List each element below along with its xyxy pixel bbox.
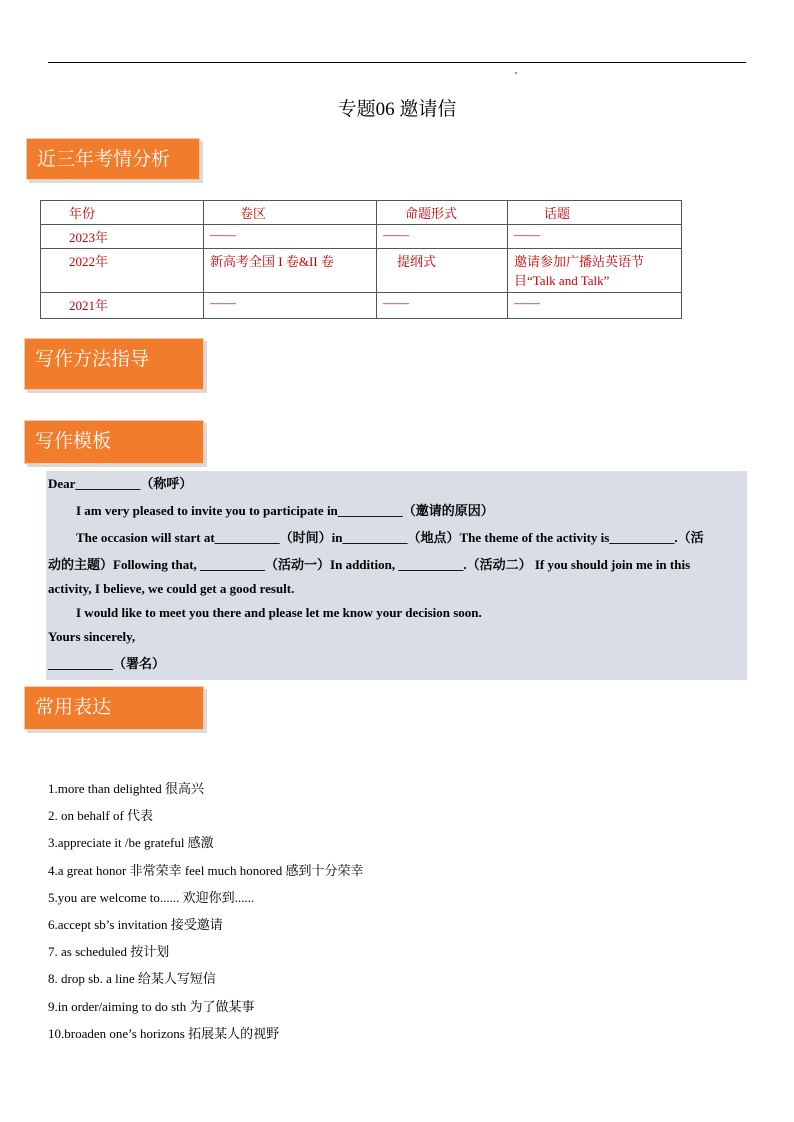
template-line: I am very pleased to invite you to participate in__________（邀请的原因） [76, 503, 494, 518]
table-cell: 2021年 [41, 293, 204, 319]
table-cell: —— [508, 293, 682, 319]
template-line: The occasion will start at__________（时间）in__________（地点）The theme of the activity is__________.（活 [76, 530, 704, 545]
template-line: Dear__________（称呼） [48, 476, 193, 491]
table-cell: —— [508, 225, 682, 249]
table-header-row [41, 201, 682, 225]
expression-item: 9.in order/aiming to do sth 为了做某事 [48, 999, 255, 1014]
header-cell: 话题 [508, 201, 682, 225]
table-cell: —— [377, 293, 508, 319]
table-cell: 2022年 [41, 249, 204, 293]
banner-expressions: 常用表达 [24, 686, 204, 730]
header-cell: 年份 [41, 201, 204, 225]
header-cell: 卷区 [204, 201, 377, 225]
header-dot [515, 72, 517, 74]
exam-analysis-table [40, 200, 682, 319]
table-cell: —— [204, 225, 377, 249]
header-cell: 命题形式 [377, 201, 508, 225]
template-line: I would like to meet you there and please let me know your decision soon. [76, 605, 482, 620]
table-row [41, 249, 682, 293]
writing-template-box [46, 471, 747, 680]
expression-item: 5.you are welcome to...... 欢迎你到...... [48, 890, 255, 905]
table-row [41, 225, 682, 249]
table-row [41, 293, 682, 319]
template-line: __________（署名） [48, 656, 166, 671]
template-line: 动的主题）Following that, __________（活动一）In addition, __________.（活动二） If you should join me in this [48, 557, 691, 572]
table-cell: —— [377, 225, 508, 249]
expression-item: 7. as scheduled 按计划 [48, 944, 170, 959]
page-title: 专题06 邀请信 [337, 99, 457, 120]
table-cell: 邀请参加广播站英语节目“Talk and Talk” [508, 249, 682, 293]
template-line: Yours sincerely, [48, 629, 136, 644]
table-cell: 2023年 [41, 225, 204, 249]
expression-item: 3.appreciate it /be grateful 感激 [48, 835, 214, 850]
expression-item: 1.more than delighted 很高兴 [48, 781, 204, 796]
expression-item: 2. on behalf of 代表 [48, 808, 154, 823]
table-cell: —— [204, 293, 377, 319]
banner-template: 写作模板 [24, 420, 204, 464]
expression-item: 6.accept sb’s invitation 接受邀请 [48, 917, 223, 932]
expression-item: 8. drop sb. a line 给某人写短信 [48, 971, 216, 986]
header-rule [48, 62, 746, 63]
template-line: activity, I believe, we could get a good result. [48, 581, 295, 596]
expression-item: 10.broaden one’s horizons 拓展某人的视野 [48, 1026, 280, 1041]
banner-analysis: 近三年考情分析 [26, 138, 200, 180]
table-cell: 新高考全国 I 卷&II 卷 [204, 249, 377, 293]
table-cell: 提纲式 [377, 249, 508, 293]
expression-item: 4.a great honor 非常荣幸 feel much honored 感到十分荣幸 [48, 863, 364, 878]
banner-method: 写作方法指导 [24, 338, 204, 390]
